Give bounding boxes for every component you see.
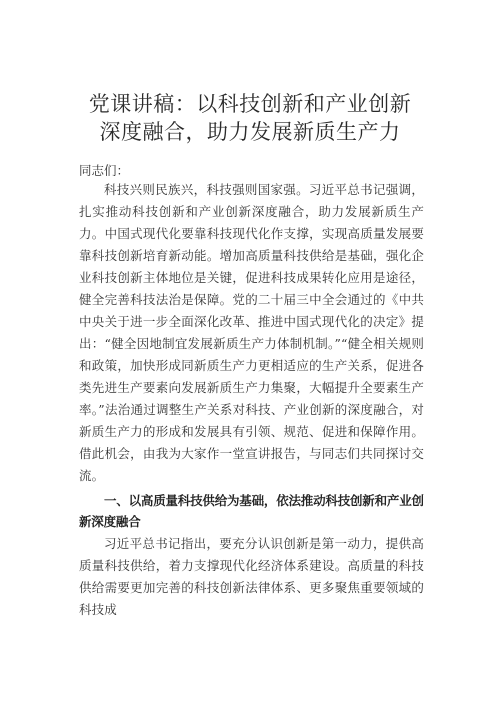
document-title-line-1: 党课讲稿：以科技创新和产业创新 (88, 92, 412, 116)
body-paragraph-1: 科技兴则民族兴，科技强则国家强。习近平总书记强调，扎实推动科技创新和产业创新深度融合，助力发展新质生产力。中国式现代化要靠科技现代化作支撑，实现高质量发展要靠科技创新培育新动能。增加高质量科技供给是基础，强化企业科技创新主体地位是关键，促进科技成果转化应用是途径，健全完善科技法治是保障。党的二十届三中全会通过的《中共中央关于进一步全面深化改革、推进中国式现代化的决定》提出：“健全因地制宜发展新质生产力体制机制。”“健全相关规则和政策，加快形成同新质生产力更相适应的生产关系，促进各类先进生产要素向发展新质生产力集聚，大幅提升全要素生产率。”法治通过调整生产关系对科技、产业创新的深度融合，对新质生产力的形成和发展具有引领、规范、促进和保障作用。借此机会，由我为大家作一堂宣讲报告，与同志们共同探讨交流。 (79, 182, 424, 483)
body-paragraph-2: 习近平总书记指出，要充分认识创新是第一动力，提供高质量科技供给，着力支撑现代化经济体系建设。高质量的科技供给需要更加完善的科技创新法律体系、更多聚焦重要领域的科技成 (79, 536, 424, 617)
salutation: 同志们： (79, 163, 130, 178)
document-title-line-2: 深度融合，助力发展新质生产力 (99, 120, 401, 144)
section-heading-1: 一、以高质量科技供给为基础，依法推动科技创新和产业创新深度融合 (79, 493, 424, 529)
